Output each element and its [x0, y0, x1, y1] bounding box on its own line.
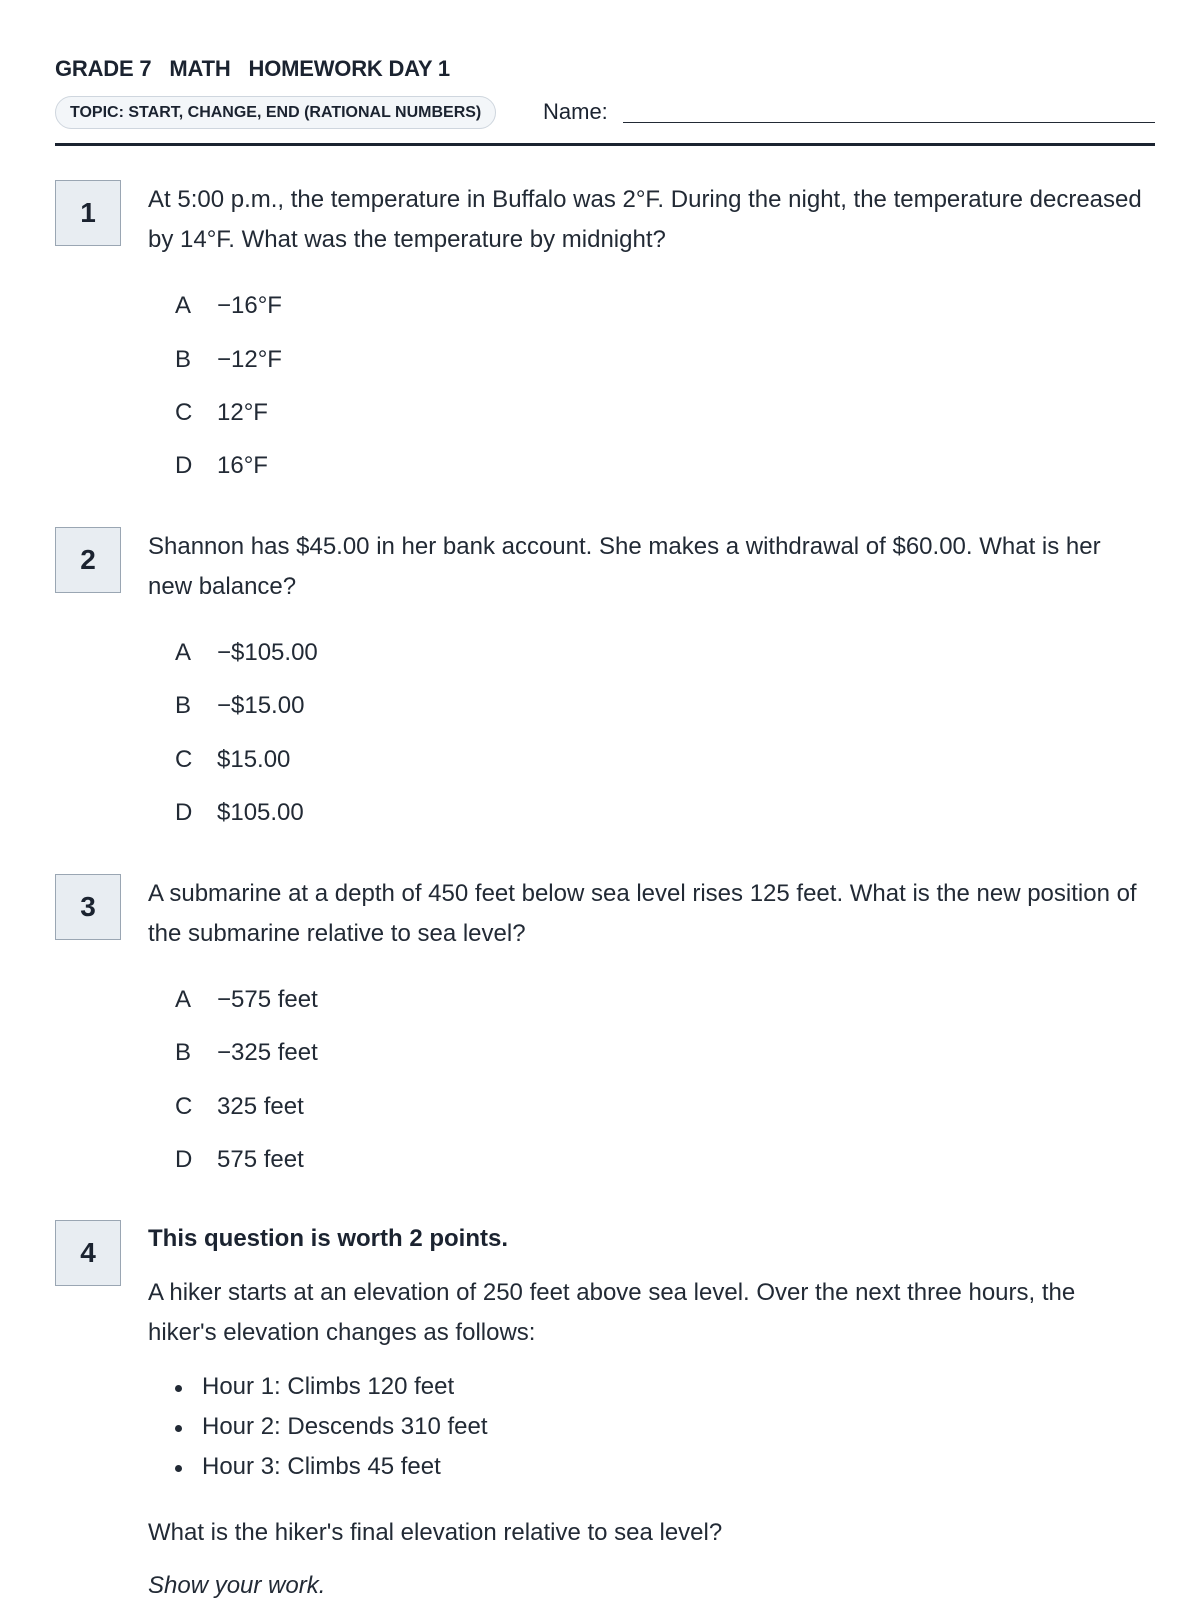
choice-text: −$105.00 [217, 639, 318, 666]
question-2-choice-b[interactable] [175, 690, 304, 722]
choice-letter: A [175, 292, 192, 319]
question-text-3: A submarine at a depth of 450 feet below sea level rises 125 feet. What is the new position of the submarine relative to sea level? [148, 880, 1137, 947]
choice-text: −12°F [217, 346, 282, 373]
choice-letter: D [175, 452, 193, 479]
choice-letter: B [175, 346, 192, 373]
list-item: Hour 3: Climbs 45 feet [148, 1447, 488, 1487]
question-2-choice-a[interactable] [175, 637, 318, 669]
question-text-2: Shannon has $45.00 in her bank account. She makes a withdrawal of $60.00. What is her new balance? [148, 533, 1101, 600]
header-divider [55, 143, 1155, 146]
question-1-choice-c[interactable] [175, 397, 268, 429]
topic-badge: TOPIC: START, CHANGE, END (RATIONAL NUMBERS) [55, 96, 496, 129]
points-note: This question is worth 2 points. [148, 1225, 509, 1252]
choice-letter: B [175, 692, 192, 719]
question-text-4: A hiker starts at an elevation of 250 feet above sea level. Over the next three hours, the hiker's elevation changes as follows: [148, 1279, 1076, 1346]
choice-letter: A [175, 986, 192, 1013]
show-work-instruction: Show your work. [148, 1572, 326, 1599]
choice-letter: C [175, 399, 193, 426]
choice-text: −16°F [217, 292, 282, 319]
choice-letter: A [175, 639, 192, 666]
question-number-2: 2 [55, 527, 121, 593]
choice-text: $105.00 [217, 799, 304, 826]
question-3-choice-a[interactable] [175, 984, 318, 1016]
title-grade: GRADE 7 [55, 56, 152, 81]
choice-letter: D [175, 799, 193, 826]
question-3-choice-d[interactable] [175, 1144, 304, 1176]
question-2-choice-c[interactable] [175, 744, 290, 776]
question-1-choice-d[interactable] [175, 450, 268, 482]
choice-letter: D [175, 1146, 193, 1173]
title-assignment: HOMEWORK DAY 1 [248, 56, 450, 81]
list-item: Hour 1: Climbs 120 feet [148, 1367, 488, 1407]
title-subject: MATH [169, 56, 231, 81]
question-text-1: At 5:00 p.m., the temperature in Buffalo was 2°F. During the night, the temperature decreased by 14°F. What was the temperature by midnight? [148, 186, 1142, 253]
list-item: Hour 2: Descends 310 feet [148, 1407, 488, 1447]
question-3-choice-c[interactable] [175, 1091, 304, 1123]
choice-text: 16°F [217, 452, 268, 479]
choice-text: −$15.00 [217, 692, 305, 719]
question-number-4: 4 [55, 1220, 121, 1286]
choice-text: 12°F [217, 399, 268, 426]
choice-letter: B [175, 1039, 192, 1066]
question-1-choice-b[interactable] [175, 344, 282, 376]
choice-text: −325 feet [217, 1039, 318, 1066]
question-number-1: 1 [55, 180, 121, 246]
question-number-3: 3 [55, 874, 121, 940]
worksheet-title [55, 56, 450, 82]
choice-text: 325 feet [217, 1093, 304, 1120]
choice-text: 575 feet [217, 1146, 304, 1173]
choice-text: $15.00 [217, 746, 291, 773]
question-4-prompt: What is the hiker's final elevation relative to sea level? [148, 1519, 723, 1546]
name-field[interactable] [623, 122, 1155, 123]
choice-letter: C [175, 1093, 193, 1120]
elevation-changes-list [148, 1367, 488, 1487]
question-3-choice-b[interactable] [175, 1037, 318, 1069]
question-1-choice-a[interactable] [175, 290, 282, 322]
choice-text: −575 feet [217, 986, 318, 1013]
name-label: Name: [543, 99, 608, 124]
question-2-choice-d[interactable] [175, 797, 304, 829]
choice-letter: C [175, 746, 193, 773]
